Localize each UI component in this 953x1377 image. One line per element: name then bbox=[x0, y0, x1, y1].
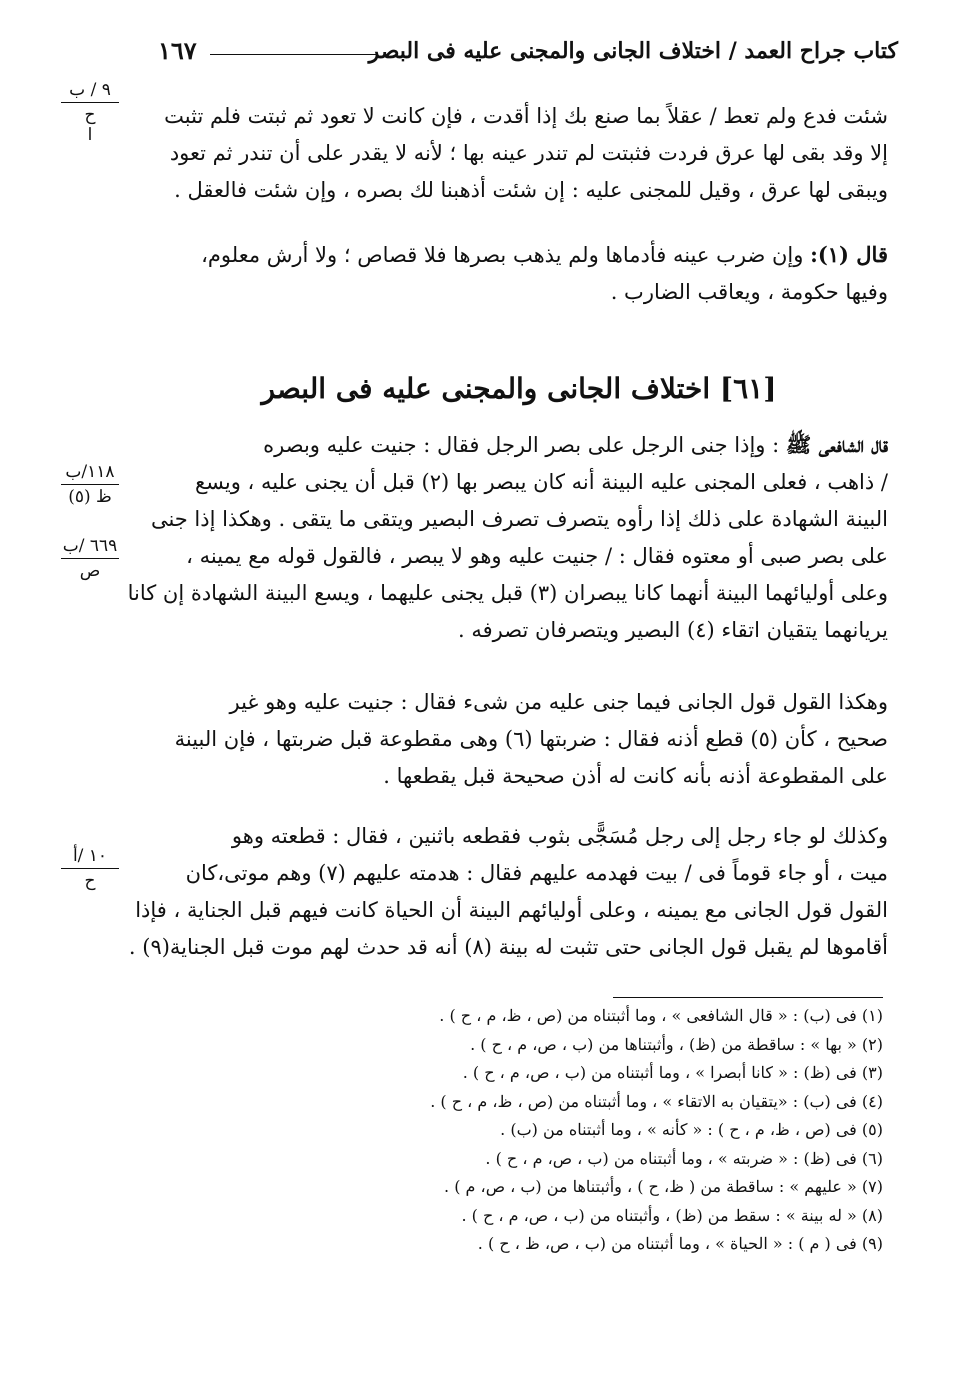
text-line: ميت ، أو جاء قوماً فى / بيت فهدمه عليهم فقال : هدمته عليهم (٧) وهم موتى،كان bbox=[185, 861, 888, 885]
margin-note-rule bbox=[61, 558, 119, 559]
margin-note bbox=[55, 846, 125, 891]
margin-note-top: ١١٨/ب bbox=[65, 462, 115, 482]
margin-note-rule bbox=[61, 102, 119, 103]
paragraph-lead: قال الشافعى ﷺ bbox=[785, 432, 888, 457]
footnotes bbox=[430, 1002, 883, 1259]
margin-note-top: ١٠ /أ bbox=[72, 846, 108, 866]
margin-note-bottom: ظ (٥) bbox=[68, 487, 112, 507]
paragraph bbox=[150, 98, 888, 209]
margin-note-rule bbox=[61, 484, 119, 485]
margin-note bbox=[55, 536, 125, 581]
text-line: القول قول الجانى مع يمينه ، وعلى أوليائهم البينة أن الحياة كانت فيهم قبل الجناية ، فإذا bbox=[135, 898, 888, 922]
section-title: [٦١] اختلاف الجانى والمجنى عليه فى البصر bbox=[261, 372, 777, 405]
margin-note-extra: ا bbox=[87, 125, 93, 145]
text-line: وكذلك لو جاء رجل إلى رجل مُسَجًّى بثوب فقطعه باثنين ، فقال : قطعته وهو bbox=[231, 824, 888, 848]
paragraph bbox=[127, 426, 888, 649]
paragraph-lead: قال (١): bbox=[810, 242, 888, 267]
text-line: شئت فدع ولم تعط / عقلاً بما صنع بك إذا أقدت ، فإن كانت لا تعود ثم ثبتت فلم تثبت bbox=[164, 104, 888, 128]
footnote: (٦) فى (ظ) : « ضربته » ، وما أثبتناه من (ب ، ص، م ، ح ) . bbox=[485, 1148, 883, 1168]
paragraph bbox=[150, 236, 888, 311]
text-line: على المقطوعة أذنه بأنه كانت له أذن صحيحة قبل يقطعها . bbox=[383, 764, 888, 788]
text-line bbox=[150, 426, 888, 464]
footnote: (١) فى (ب) : « قال الشافعى » ، وما أثبتناه من (ص ، ظ، م ، ح ) . bbox=[439, 1006, 883, 1025]
margin-note-bottom: ح bbox=[84, 871, 96, 891]
text-line: يريانهما يتقيان اتقاء (٤) البصير ويتصرفان تصرفه . bbox=[458, 618, 888, 642]
footnote: (٤) فى (ب) : «يتقيان به الاتقاء » ، وما أثبتناه من (ص ، ظ، م ، ح ) . bbox=[430, 1091, 883, 1111]
margin-note-bottom: ح bbox=[84, 105, 96, 125]
text-line: على بصر صبى أو معتوه فقال : / جنيت عليه وهو لا يبصر ، فالقول قوله مع يمينه ، bbox=[186, 544, 888, 568]
footnote: (٢) « بها » : ساقطة من (ظ) ، وأثبتناها من (ب ، ص، م ، ح ) . bbox=[470, 1034, 883, 1054]
running-header bbox=[150, 32, 898, 72]
text-line: صحيح ، كأن (٥) قطع أذنه فقال : ضربتها (٦) وهى مقطوعة قبل ضربتها ، فإن البينة bbox=[174, 727, 888, 751]
page-number: ١٦٧ bbox=[158, 36, 197, 65]
footnote: (٥) فى (ص ، ظ، م ، ح ) : « كأنه » ، وما أثبتناه من (ب) . bbox=[500, 1120, 883, 1139]
header-title: كتاب جراح العمد / اختلاف الجانى والمجنى عليه فى البصر bbox=[368, 38, 898, 64]
text-line: وفيها حكومة ، ويعاقب الضارب . bbox=[610, 280, 888, 304]
footnote: (٩) فى ( م ) : « الحياة » ، وما أثبتناه من (ب ، ص، ظ ، ح ) . bbox=[477, 1234, 883, 1253]
text-line: ويبقى لها عرق ، وقيل للمجنى عليه : إن شئت أذهبنا لك بصره ، وإن شئت فالعقل . bbox=[174, 178, 888, 202]
footnote: (٣) فى (ظ) : « كانا أبصرا » ، وما أثبتناه من (ب ، ص، م ، ح ) . bbox=[462, 1063, 883, 1082]
text-segment: : وإذا جنى الرجل على بصر الرجل فقال : جنيت عليه وبصره bbox=[263, 433, 780, 457]
footnotes-rule bbox=[613, 997, 883, 998]
margin-note bbox=[55, 462, 125, 507]
header-rule bbox=[210, 54, 378, 55]
margin-note-top: ٩ / ب bbox=[69, 80, 111, 100]
text-line: وعلى أوليائهما البينة أنهما كانا يبصران (٣) قبل يجنى عليهما ، ويسع البينة الشهادة إن كانا bbox=[127, 581, 888, 605]
margin-note-bottom: ص bbox=[79, 561, 101, 581]
text-line: أقاموها لم يقبل قول الجانى حتى تثبت له بينة (٨) أنه قد حدث لهم موت قبل الجناية(٩) . bbox=[128, 935, 888, 959]
text-line: وهكذا القول قول الجانى فيما جنى عليه من شىء فقال : جنيت عليه وهو غير bbox=[229, 690, 888, 714]
paragraph bbox=[150, 684, 888, 795]
paragraph bbox=[128, 818, 888, 966]
text-line bbox=[150, 236, 888, 274]
text-line: إلا وقد بقى لها عرق فردت فثبتت لم تندر عينه بها ؛ لأنه لا يقدر على أن تندر ثم تعود bbox=[169, 141, 888, 165]
footnote: (٨) « له بينة » : سقط من (ظ) ، وأثبتناه من (ب ، ص، م ، ح ) . bbox=[461, 1205, 883, 1225]
margin-note bbox=[55, 80, 125, 145]
margin-note-rule bbox=[61, 868, 119, 869]
text-line: البينة الشهادة على ذلك إذا رأوه يتصرف تصرف البصير ويتقى ما يتقى . وهكذا إذا جنى bbox=[150, 507, 888, 531]
text-line: / ذاهب ، فعلى المجنى عليه البينة أنه كان يبصر بها (٢) قبل أن يجنى عليه ، ويسع bbox=[194, 470, 888, 494]
footnote: (٧) « عليهم » : ساقطة من ( ظ، ح ) ، وأثبتناها من (ب ، ص، م ) . bbox=[444, 1177, 883, 1196]
margin-note-top: ٦٦٩ /ب bbox=[62, 536, 118, 556]
text-segment: وإن ضرب عينه فأدماها ولم يذهب بصرها فلا قصاص ؛ ولا أرش معلوم، bbox=[201, 243, 804, 267]
